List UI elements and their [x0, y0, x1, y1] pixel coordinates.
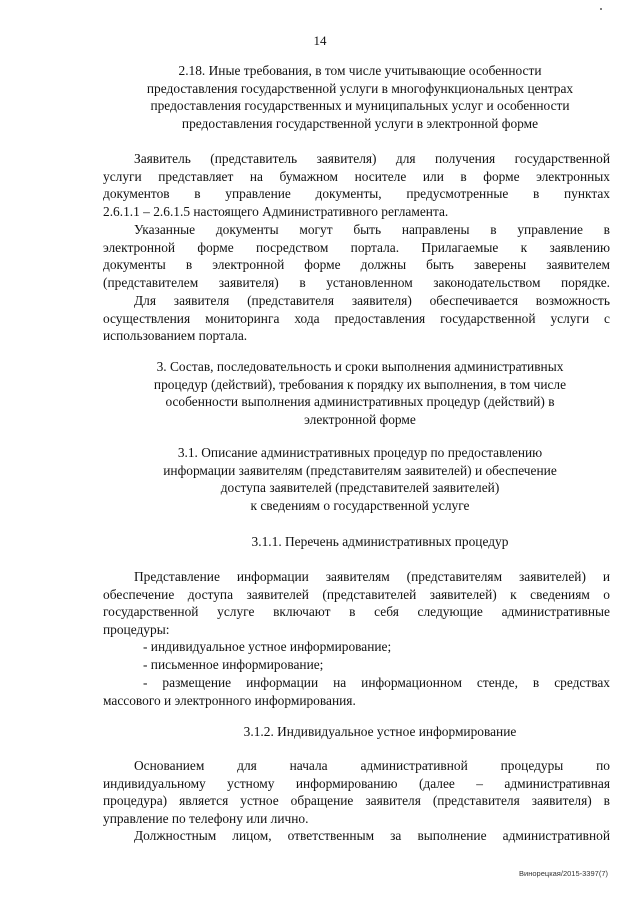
section-3-heading: 3. Состав, последовательность и сроки выполнения административных процедур (действий), требования к порядку их выполнения, в том числе особенности выполнения административных процедур (действий) в электронной форме — [153, 359, 567, 427]
paragraph-responsible-official: Должностным лицом, ответственным за выполнение административной — [134, 828, 610, 843]
footer-document-code: Винорецкая/2015-3397(7) — [519, 869, 608, 878]
list-item-long: - размещение информации на информационном стенде, в средствах — [143, 675, 610, 690]
section-3-1-1-heading: 3.1.1. Перечень административных процедур — [251, 534, 509, 549]
list-item-continuation: массового и электронного информирования. — [103, 693, 356, 708]
paragraph-monitoring: Для заявителя (представителя заявителя) обеспечивается возможность осуществления мониторинга хода предоставления государственной услуги с использованием портала. — [103, 293, 610, 344]
section-3-1-2-heading: 3.1.2. Индивидуальное устное информирование — [243, 724, 517, 739]
list-item: - письменное информирование; — [143, 657, 324, 672]
scan-speck — [600, 8, 602, 10]
paragraph-applicant-documents: Заявитель (представитель заявителя) для получения государственной услуги представляет на бумажном носителе или в форме электронных документов в управление документы, предусмотренные в пунктах 2.6.1.1 – 2.6.1.5 настоящего Административного регламента. — [103, 151, 610, 219]
list-item: - индивидуальное устное информирование; — [143, 639, 392, 654]
paragraph-procedures-list-intro: Представление информации заявителям (представителям заявителей) и обеспечение доступа заявителей (представителей заявителей) к сведениям о государственной услуге включают в себя следующие административные процедуры: — [103, 569, 610, 637]
paragraph-electronic-submission: Указанные документы могут быть направлены в управление в электронной форме посредством портала. Прилагаемые к заявлению документы в электронной форме должны быть заверены заявителем (представителем заявителя) в установленном законодательством порядке. — [103, 222, 610, 290]
section-2-18-heading: 2.18. Иные требования, в том числе учитывающие особенности предоставления государственной услуги в многофункциональных центрах предоставления государственных и муниципальных услуг и особенности предоставления государственной услуги в электронной форме — [146, 63, 574, 131]
page-number: 14 — [313, 33, 327, 48]
paragraph-oral-informing: Основанием для начала административной процедуры по индивидуальному устному информированию (далее – административная процедура) является устное обращение заявителя (представителя заявителя) в управление по телефону или лично. — [103, 758, 610, 826]
section-3-1-heading: 3.1. Описание административных процедур по предоставлению информации заявителям (представителям заявителей) и обеспечение доступа заявителей (представителей заявителей) к сведениям о государственной услуге — [163, 445, 557, 513]
